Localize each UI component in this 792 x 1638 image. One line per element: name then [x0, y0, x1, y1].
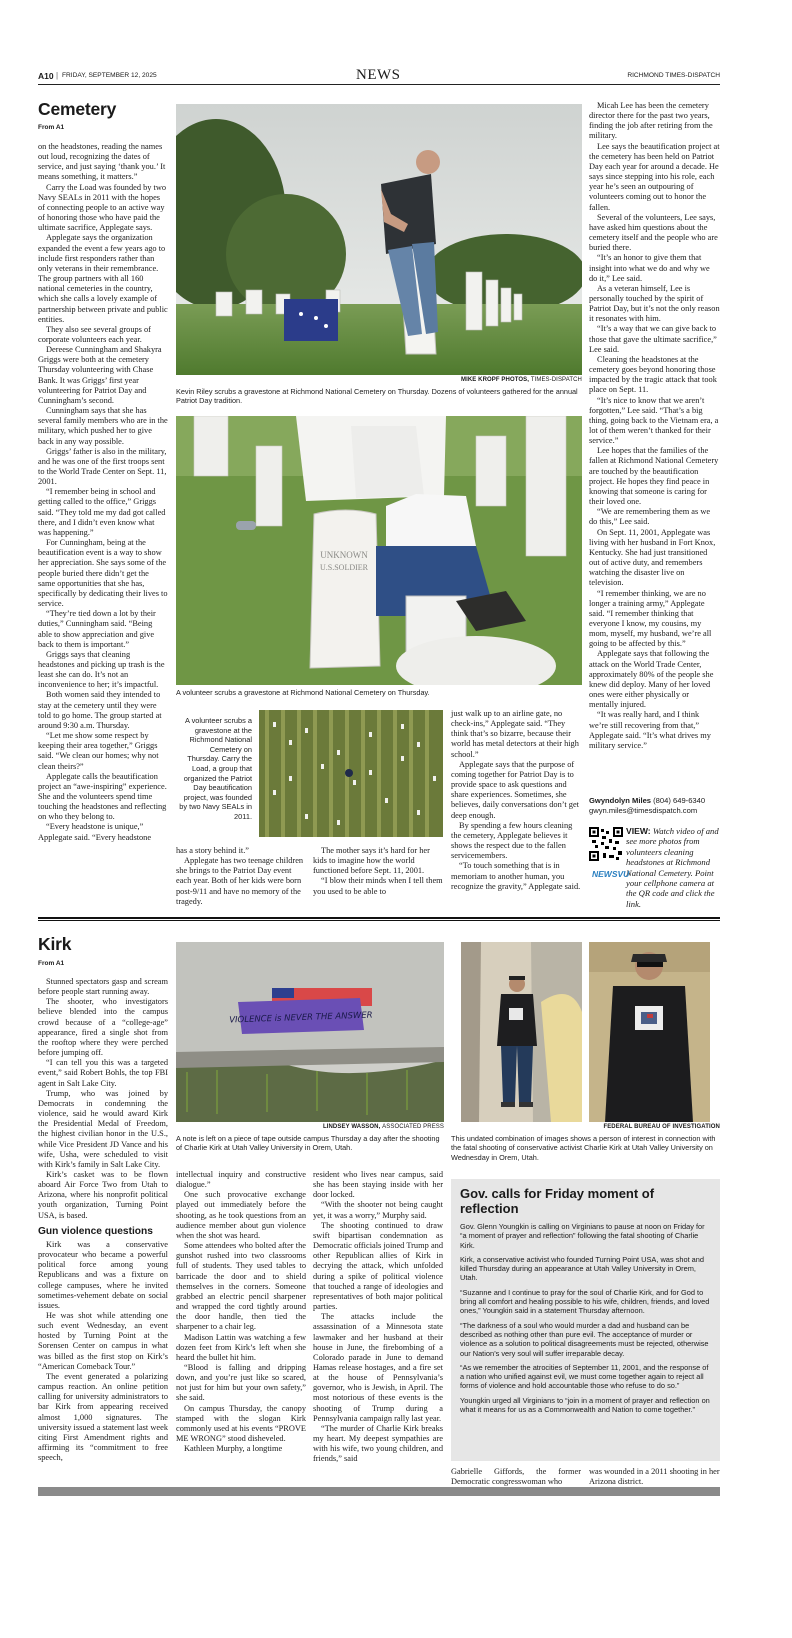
paragraph: Stunned spectators gasp and scream before people start running away.	[38, 977, 168, 997]
paragraph: Griggs’ father is also in the military, and he was one of the first troops sent to the World Trade Center on Sept. 11, 2001.	[38, 446, 167, 487]
cemetery-col1	[38, 142, 168, 906]
paragraph: Carry the Load was founded by two Navy SEALs in 2011 with the hopes of connecting people to an active way of honoring those who have paid the ultimate sacrifice, Applegate says.	[38, 182, 167, 233]
paragraph: Griggs says that cleaning headstones and picking up trash is the least she can do. It’s not an inconvenience to her; it’s impactful.	[38, 649, 165, 690]
qr-text: Watch video of and see more photos from volunteers cleaning headstones at Richmond National Cemetery. Point your cellphone camera at the QR code and click the link.	[626, 826, 719, 909]
paragraph: Gabrielle Giffords, the former Democratic congresswoman who	[451, 1467, 581, 1487]
qr-code[interactable]	[589, 827, 623, 861]
paragraph: One such provocative exchange played out immediately before the shooting, as he took questions from an audience member about gun violence when the shot was heard.	[176, 1190, 306, 1240]
paragraph: has a story behind it.”	[176, 846, 249, 855]
qr-label: VIEW:	[626, 826, 651, 836]
paragraph: Both women said they intended to stay at the cemetery until they were told to go home. The group started at around 9:30 a.m. Thursday.	[38, 690, 162, 730]
paragraph: They also see several groups of corporate volunteers each year.	[38, 324, 151, 344]
kirk-col1	[38, 977, 168, 1477]
photo1-credit	[176, 377, 582, 383]
cemetery-from: From A1	[38, 124, 65, 131]
stone-text-1: UNKNOWN	[320, 550, 368, 560]
paragraph: Micah Lee has been the cemetery director there for the past two years, finding the job after retiring from the military.	[589, 101, 713, 141]
kirk-from: From A1	[38, 960, 65, 967]
paragraph: “The murder of Charlie Kirk breaks my heart. My deepest sympathies are with his wife, two young children, and friends,” said	[313, 1423, 443, 1464]
photo-unknown-soldier	[176, 416, 582, 685]
note-credit-org: ASSOCIATED PRESS	[382, 1124, 444, 1130]
kirk-col2	[176, 1170, 306, 1488]
paragraph: On Sept. 11, 2001, Applegate was living with her husband in Fort Knox, Kentucky. She had just transitioned out of active duty, and remembers watching the disaster live on television.	[589, 527, 716, 588]
sidebar-box	[451, 1179, 720, 1461]
sidebar-paragraph: “As we remember the atrocities of September 11, 2001, and the response of a nation who unified against evil, we must come together again to reject all forms of violence and hold accountable those who refuse to do so.”	[460, 1362, 709, 1391]
photo-aerial-rows	[259, 710, 443, 837]
sidebar-paragraph: Kirk, a conservative activist who founded Turning Point USA, was shot and killed Thursday during an appearance at Utah Valley University in Orem, Utah.	[460, 1254, 705, 1283]
photo-kevin-riley-image	[176, 104, 582, 375]
paragraph: As a veteran himself, Lee is personally touched by the spirit of Patriot Day, but it’s not the only reason it resonates with him.	[589, 283, 720, 324]
paragraph: Some attendees who bolted after the gunshot rushed into two classrooms full of students. They used tables to barricade the door and to shield themselves in the corners. Someone grabbed an electric pencil sharpener and wrapped the cord tightly around the door handle, then tied the sharpener to a chair leg.	[176, 1241, 306, 1332]
cemetery-headline: Cemetery	[38, 99, 117, 119]
kirk-headline: Kirk	[38, 934, 72, 954]
byline-phone: (804) 649-6340	[653, 796, 706, 805]
paragraph: Applegate has two teenage children she brings to the Patriot Day event each year. Both of her kids were born post-9/11 and have no memory of the tragedy.	[176, 856, 304, 906]
paragraph: “With the shooter not being caught yet, it was a worry,” Murphy said.	[313, 1200, 443, 1220]
paragraph: Applegate says that the purpose of coming together for Patriot Day is to provide space to ask questions and share experiences. Sometimes, she believes, daily conversations don’t get deep enough.	[451, 759, 579, 820]
paragraph: Cleaning the headstones at the cemetery goes beyond honoring those impacted by the tragic attack that took place on Sept. 11.	[589, 354, 717, 395]
sidebar-paragraph: “Suzanne and I continue to pray for the soul of Charlie Kirk, and for God to bring all comfort and healing possible to his wife, children, friends, and loved ones,” Youngkin said in a statement Thursday afternoon.	[460, 1287, 710, 1316]
masthead	[38, 68, 720, 84]
paragraph: resident who lives near campus, said she has been staying inside with her door locked.	[313, 1170, 443, 1200]
paragraph: The event generated a polarizing campus reaction. An online petition calling for university administrators to bar Kirk from appearing received almost 1,000 signatures. The university issued a statement last week citing First Amendment rights and affirming its “commitment to free speech,	[38, 1371, 168, 1463]
cemetery-col3	[313, 846, 443, 897]
paragraph: Kirk was a conservative provocateur who became a powerful political force among young Republicans and was a fixture on college campuses, where he invited sometimes-vehement debate on social issues.	[38, 1239, 168, 1310]
paragraph: Trump, who was joined by Democrats in condemning the violence, said he would award Kirk the Presidential Medal of Freedom, the highest civilian honor in the U.S., while Vice President JD Vance and his wife, Usha, were scheduled to visit with Kirk’s family in Salt Lake City.	[38, 1088, 168, 1169]
kirk-subhead: Gun violence questions	[38, 1225, 153, 1237]
photo-fbi-left-image	[461, 942, 582, 1122]
sidebar-paragraph: Youngkin urged all Virginians to “join in a moment of prayer and reflection on what it means for us as a Commonwealth and Nation to come together.”	[460, 1395, 710, 1415]
paragraph: “I blow their minds when I tell them you used to be able to	[313, 876, 443, 896]
paragraph: For Cunningham, being at the beautification event is a way to show her appreciation. She says some of the people buried there didn’t get the same opportunities that she has, specifically by dedicating their lives to service.	[38, 538, 168, 609]
paragraph: Dereese Cunningham and Shakyra Griggs were both at the cemetery Thursday volunteering with Chase Bank. It was Griggs’ first year volunteering for Patriot Day and Cunningham’s second.	[38, 345, 162, 405]
qr-promo	[626, 826, 722, 909]
photo1-caption: Kevin Riley scrubs a gravestone at Richmond National Cemetery on Thursday. Dozens of volunteers gathered for the annual Patriot Day tradition.	[176, 387, 578, 406]
paragraph: The shooting continued to draw swift bipartisan condemnation as Democratic officials joined Trump and other Republican allies of Kirk in decrying the attack, which unfolded during a spike of political violence that touched a range of ideologies and representatives of both major political parties.	[313, 1220, 443, 1312]
photo-unknown-soldier-image	[176, 416, 582, 685]
photo-fbi-right-image	[589, 942, 710, 1122]
paragraph: The shooter, who investigators believe blended into the campus crowd because of a “college-age” appearance, fired a single shot from the rooftop where they were perched before jumping off.	[38, 997, 168, 1058]
section-name: NEWS	[356, 67, 401, 83]
masthead-separator: |	[56, 71, 59, 80]
photo1-credit-name: MIKE KROPF PHOTOS,	[461, 377, 530, 383]
paragraph: Cunningham says that she has several family members who are in the military, which pushed her to give back in any way possible.	[38, 406, 168, 446]
photo-campus-note	[176, 942, 444, 1122]
sidebar-paragraph: “The darkness of a soul who would murder a dad and husband can be described as nothing other than pure evil. The acceptance of murder or violence as a solution to political disagreements must be rejected, otherwise our Nation’s very soul will suffer irreparable decay.	[460, 1320, 709, 1358]
byline-name: Gwyndolyn Miles	[589, 796, 652, 805]
paragraph: Several of the volunteers, Lee says, have asked him questions about the cemetery itself and the people who are buried there.	[589, 212, 718, 253]
note-text: VIOLENCE is NEVER THE ANSWER	[229, 1010, 373, 1026]
paragraph: He was shot while attending one such event Wednesday, an event hosted by Turning Point at the Sorensen Center on campus in what was billed as the first stop on Kirk’s “American Comeback Tour.”	[38, 1311, 168, 1371]
paragraph: intellectual inquiry and constructive dialogue.”	[176, 1170, 306, 1190]
section-divider-2	[38, 920, 720, 921]
paragraph: Applegate says that following the attack on the World Trade Center, approximately 80% of the people she knew did deploy. Many of her loved ones were either physically or mentally injured.	[589, 649, 714, 710]
paragraph: “It’s an honor to give them that insight into what we do and why we do it,” Lee said.	[589, 253, 710, 283]
paragraph: “They’re tied down a lot by their duties,” Cunningham said. “Being able to show appreciation and give back to them is important.”	[38, 609, 156, 649]
paragraph: just walk up to an airline gate, no check-ins,” Applegate said. “They think that’s so bizarre, because their world has metal detectors at their high school.”	[451, 709, 579, 759]
fbi-photo-caption: This undated combination of images shows a person of interest in connection with the fatal shooting of conservative activist Charlie Kirk at Utah Valley University on Wednesday in Orem, Utah.	[451, 1134, 716, 1162]
qr-code-image	[589, 827, 623, 861]
cemetery-col4	[451, 709, 581, 892]
paragraph: “I can tell you this was a targeted event,” said Robert Bohls, the top FBI agent in Salt Lake City.	[38, 1058, 168, 1088]
paragraph: On campus Thursday, the canopy stamped with the slogan Kirk commonly used at his events “PROVE ME WRONG” stood disheveled.	[176, 1403, 306, 1444]
photo-fbi-left	[461, 942, 582, 1122]
paragraph: “Let me show some respect by keeping their area together,” Griggs said. “We clean our homes; why not clean theirs?”	[38, 731, 159, 771]
paragraph: was wounded in a 2011 shooting in her Arizona district.	[589, 1467, 720, 1487]
fbi-photo-credit: FEDERAL BUREAU OF INVESTIGATION	[603, 1124, 720, 1130]
stone-text-2: U.S.SOLDIER	[319, 563, 369, 572]
paragraph: By spending a few hours cleaning the cemetery, Applegate believes it shows the respect due to the fallen servicemembers.	[451, 820, 573, 861]
kirk-col4-tail	[451, 1467, 581, 1487]
paragraph: “Blood is falling and dripping down, and you’re just like so scared, not just for him but your own safety,” she said.	[176, 1362, 306, 1403]
paragraph: The mother says it’s hard for her kids to imagine how the world functioned before Sept. 11, 2001.	[313, 846, 430, 876]
cemetery-col5	[589, 101, 720, 791]
footer-bar	[38, 1487, 720, 1496]
kirk-col5-tail	[589, 1467, 720, 1487]
cemetery-byline	[589, 796, 724, 816]
paragraph: Kirk’s casket was to be flown aboard Air Force Two from Utah to Arizona, where his nonprofit political youth organization, Turning Point USA, is based.	[38, 1169, 168, 1220]
photo-aerial-image	[259, 710, 443, 837]
paragraph: Kathleen Murphy, a longtime	[184, 1444, 283, 1454]
paragraph: on the headstones, reading the names out loud, recognizing the dates of service, and just saying ‘thank you.’ It means something, it matters.”	[38, 142, 166, 182]
note-photo-caption: A note is left on a piece of tape outside campus Thursday a day after the shooting of Charlie Kirk at Utah Valley University in Orem, Utah.	[176, 1134, 440, 1153]
page-number: A10	[38, 71, 54, 81]
byline-email[interactable]: gwyn.miles@timesdispatch.com	[589, 806, 698, 815]
paragraph: Applegate calls the beautification project an “awe-inspiring” experience. She and the volunteers spend time touching the headstones and reflecting on who they belong to.	[38, 771, 167, 822]
paragraph: Madison Lattin was watching a few dozen feet from Kirk’s left when she heard the bullet hit him.	[176, 1332, 306, 1362]
paragraph: “I remember thinking, we are no longer a training army,” Applegate said. “I remember thinking that everyone I know, my cousins, my mom, myself, my husband, we’re all going to be affected by this.”	[589, 588, 712, 649]
paragraph: “We are remembering them as we do this,” Lee said.	[589, 507, 711, 527]
masthead-rule	[38, 84, 720, 85]
paragraph: “To touch something that is in memoriam to another human, you recognize the gravity,” Applegate said.	[451, 861, 581, 891]
photo1-credit-org: TIMES-DISPATCH	[530, 377, 582, 383]
sidebar-title: Gov. calls for Friday moment of reflection	[460, 1186, 655, 1216]
paragraph: “I remember being in school and getting called to the office,” Griggs said. “They told me my dad got called there, and I didn’t even know what was happening.”	[38, 487, 166, 537]
newsvu-logo: NEWSVU	[592, 869, 630, 879]
paragraph: Lee hopes that the families of the fallen at Richmond National Cemetery are touched by the beautification project. He hopes they find peace in knowing that someone is caring for their loved one.	[589, 446, 719, 507]
cemetery-col2	[176, 846, 306, 907]
paragraph: Lee says the beautification project at the cemetery has been held on Patriot Day each year for around a decade. He says since stepping into his role, each year he’s seen an outpouring of volunteers coming out to honor the fallen.	[589, 141, 720, 212]
paper-name: RICHMOND TIMES-DISPATCH	[627, 72, 720, 79]
paragraph: “It was really hard, and I think we’re still recovering from that,” Applegate said. “It’s what drives my military service.”	[589, 710, 711, 750]
kirk-col3	[313, 1170, 443, 1488]
note-photo-credit	[176, 1124, 444, 1130]
paragraph: Applegate says the organization expanded the event a few years ago to include first responders rather than only veterans in their remembrance. The group partners with all 160 national cemeteries in the country, which she calls a lovely example of partnership between private and public entities.	[38, 233, 168, 324]
sidebar-paragraph: Gov. Glenn Youngkin is calling on Virginians to pause at noon on Friday for “a moment of prayer and reflection” following the fatal shooting of Charlie Kirk.	[460, 1222, 705, 1250]
photo-fbi-right	[589, 942, 710, 1122]
paragraph: “It’s nice to know that we aren’t forgotten,” Lee said. “That’s a big thing, going back to the Vietnam era, a lot of them weren’t thanked for their service.”	[589, 395, 719, 446]
photo-campus-note-image	[176, 942, 444, 1122]
paragraph: The attacks include the assassination of a Minnesota state lawmaker and her husband at their house in June, the firebombing of a Colorado parade in June to demand Hamas release hostages, and a fire set at the house of Pennsylvania’s governor, who is Jewish, in April. The most notorious of these events is the shooting of Trump during a Pennsylvania campaign rally last year.	[313, 1312, 443, 1423]
photo-kevin-riley	[176, 104, 582, 375]
section-divider	[38, 917, 720, 919]
photo3-caption: A volunteer scrubs a gravestone at the Richmond National Cemetery on Thursday. Carry the Load, a group that organized the Patriot Day beautification project, was founded by two Navy SEALs in 2011.	[179, 716, 252, 821]
paragraph: “Every headstone is unique,” Applegate said. “Every headstone	[38, 822, 152, 842]
note-credit-name: LINDSEY WASSON,	[322, 1124, 381, 1130]
photo2-caption: A volunteer scrubs a gravestone at Richmond National Cemetery on Thursday.	[176, 688, 430, 697]
page-date: FRIDAY, SEPTEMBER 12, 2025	[62, 72, 157, 79]
paragraph: “It’s a way that we can give back to those that gave the ultimate sacrifice,” Lee said.	[589, 324, 717, 354]
